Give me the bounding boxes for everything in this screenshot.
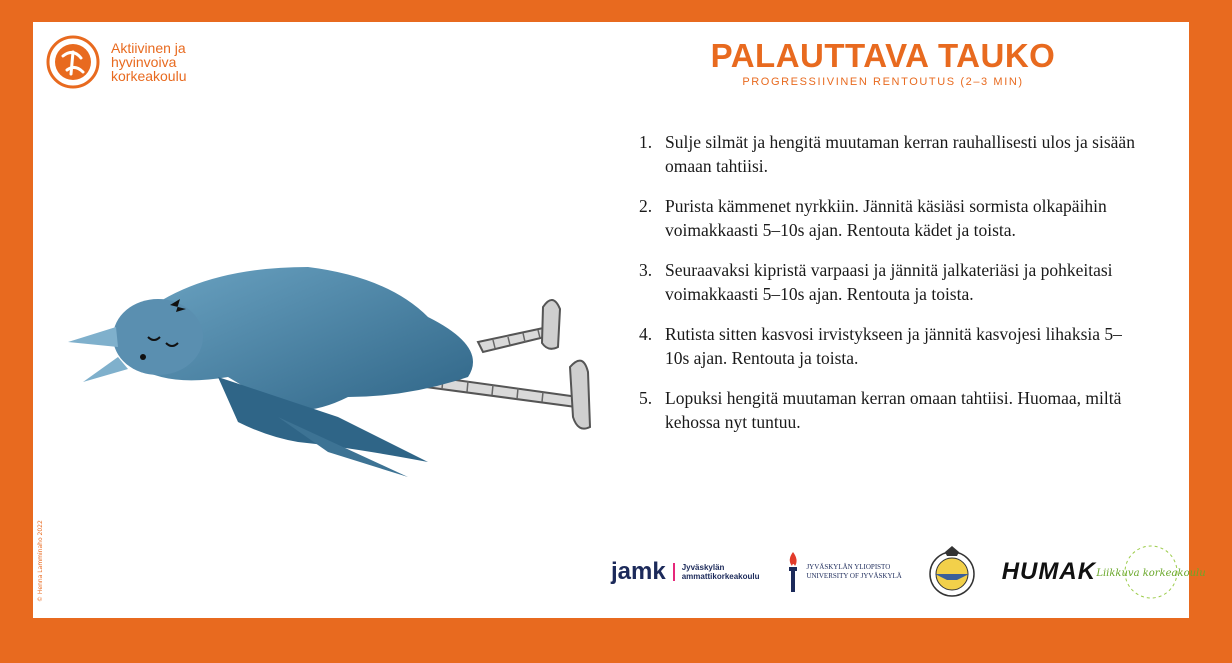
page-subtitle: PROGRESSIIVINEN RENTOUTUS (2–3 MIN) [742, 76, 1024, 88]
brand [45, 34, 187, 90]
brand-line-2: hyvinvoiva [111, 54, 177, 70]
torch-icon [784, 550, 802, 594]
step-number: 4. [639, 324, 653, 344]
step-text: Rutista sitten kasvosi irvistykseen ja jännitä kasvojesi lihaksia 5–10s ajan. Rentouta ja toista. [665, 324, 1122, 368]
poster-card [33, 22, 1206, 618]
step-text: Seuraavaksi kipristä varpaasi ja jännitä jalkateriäsi ja pohkeitasi voimakkaasti 5–10s ajan. Rentouta ja toista. [665, 260, 1113, 304]
step-item [639, 194, 1139, 242]
jamk-subtitle [682, 563, 760, 581]
liikkuva-korkeakoulu-logo-icon [1096, 542, 1206, 602]
illustrator-credit: © Henna Lamminaho 2022 [37, 520, 44, 602]
steps-list [639, 130, 1139, 450]
step-item [639, 386, 1139, 434]
step-text: Sulje silmät ja hengitä muutaman kerran rauhallisesti ulos ja sisään omaan tahtiisi. [665, 132, 1135, 176]
liikkuva-text: Liikkuva korkeakoulu [1096, 568, 1206, 579]
step-item [639, 322, 1139, 370]
jyu-line-2: UNIVERSITY OF JYVÄSKYLÄ [806, 572, 902, 580]
step-text: Lopuksi hengitä muutaman kerran omaan tahtiisi. Huomaa, miltä kehossa nyt tuntuu. [665, 388, 1122, 432]
jamk-sub-line-2: ammattikorkeakoulu [681, 572, 760, 581]
jamk-logo [611, 558, 760, 586]
brand-line-1: Aktiivinen ja [111, 40, 186, 56]
step-number: 1. [639, 132, 653, 152]
runner-circle-logo-icon [45, 34, 101, 90]
page-title: PALAUTTAVA TAUKO [710, 37, 1056, 74]
step-text: Purista kämmenet nyrkkiin. Jännitä käsiäsi sormista olkapäihin voimakkaasti 5–10s ajan. Rentouta kädet ja toista. [665, 196, 1107, 240]
step-number: 3. [639, 260, 653, 280]
jyu-line-1: JYVÄSKYLÄN YLIOPISTO [806, 563, 891, 571]
step-item [639, 258, 1139, 306]
jamk-divider [673, 563, 675, 581]
partner-logos [611, 537, 1206, 607]
brand-line-3: korkeakoulu [111, 68, 187, 84]
academy-emblem-icon [927, 544, 977, 600]
step-number: 2. [639, 196, 653, 216]
step-number: 5. [639, 388, 653, 408]
jamk-sub-line-1: Jyväskylän [681, 563, 725, 572]
step-item [639, 130, 1139, 178]
jyu-logo [784, 550, 901, 594]
humak-logo: HUMAK [1001, 558, 1097, 585]
resting-bird-illustration-icon [48, 247, 608, 487]
jamk-wordmark: jamk [611, 558, 666, 585]
title-block [673, 38, 1093, 88]
